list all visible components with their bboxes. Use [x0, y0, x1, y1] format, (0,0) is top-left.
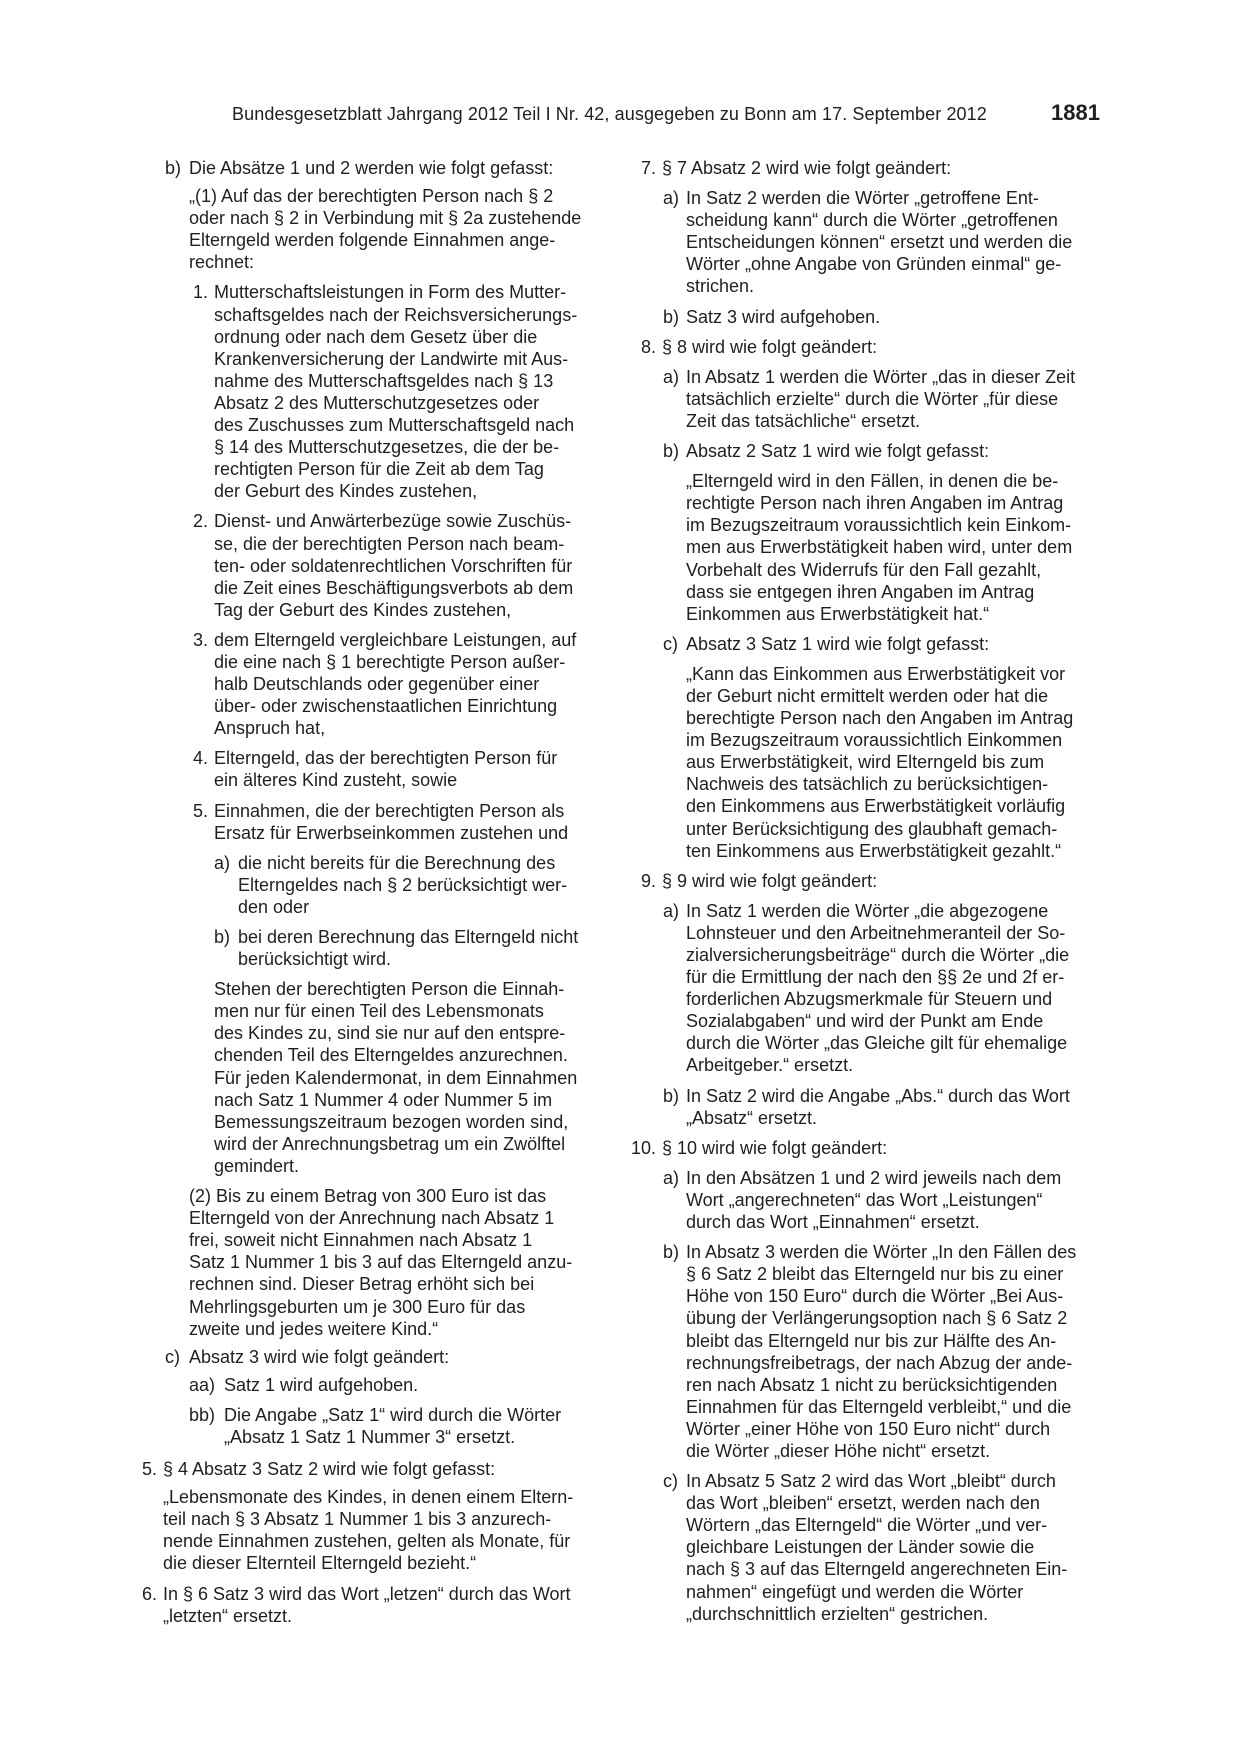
- item-label: a): [663, 900, 680, 921]
- item-text: bei deren Berechnung das Elterngeld nicht berücksichtigt wird.: [238, 927, 579, 970]
- item-text: Satz 3 wird aufgehoben.: [686, 306, 881, 327]
- numbered-item: [142, 800, 604, 844]
- numbered-item: [142, 510, 604, 620]
- amendment-item: [142, 157, 604, 179]
- item-text: (2) Bis zu einem Betrag von 300 Euro ist das Elterngeld von der Anrechnung nach Absatz 1 frei, soweit nicht Einnahmen nach Absatz 1 Satz 1 Nummer 1 bis 3 auf das Elterngeld anzu- rechnen sind. Dieser Betrag erhöht sich bei Mehrlingsgeburten um je 300 Euro für das zweite und jedes weitere Kind.“: [189, 1186, 573, 1339]
- item-text: „Elterngeld wird in den Fällen, in denen die be- rechtigte Person nach ihren Angaben im Antrag im Bezugszeitraum voraussichtlich kein Einkom- men aus Erwerbstätigkeit haben wird, unter dem Vorbehalt des Widerrufs für den Fall gezahlt, dass sie entgegen ihren Angaben im Antrag Einkommen aus Erwerbstätigkeit hat.“: [686, 471, 1073, 624]
- item-text: In Satz 1 werden die Wörter „die abgezogene Lohnsteuer und den Arbeitnehmeranteil der So- zialversicherungsbeiträge“ durch die Wörter „die für die Ermittlung der nach den §§ 2e und 2f er- forderlichen Abzugsmerkmale für Steuern und Sozialabgaben“ und wird der Punkt am Ende durch die Wörter „das Gleiche gilt für ehemalige Arbeitgeber.“ ersetzt.: [686, 900, 1070, 1076]
- sub-item: [142, 1404, 604, 1448]
- item-text: § 7 Absatz 2 wird wie folgt geändert:: [662, 158, 952, 178]
- paragraph: [142, 1185, 604, 1340]
- item-text: In Satz 2 werden die Wörter „getroffene Ent- scheidung kann“ durch die Wörter „getroffenen Entscheidungen können“ ersetzt und werden die Wörter „ohne Angabe von Gründen einmal“ ge- strichen.: [686, 188, 1073, 297]
- item-text: Satz 1 wird aufgehoben.: [224, 1374, 419, 1395]
- sub-item: [142, 926, 604, 970]
- sub-item: [638, 900, 1102, 1077]
- item-label: b): [663, 1085, 680, 1106]
- numbered-item: [142, 747, 604, 791]
- sub-item: [638, 306, 1102, 328]
- item-label: 2.: [193, 511, 209, 532]
- item-text: In Absatz 3 werden die Wörter „In den Fällen des § 6 Satz 2 bleibt das Elterngeld nur bis zu einer Höhe von 150 Euro“ durch die Wörter „Bei Aus- übung der Verlängerungsoption nach § 6 Satz 2 bleibt das Elterngeld nur bis zur Hälfte des An- rechnungsfreibetrags, der nach Abzug der ande- ren nach Absatz 1 nicht zu berücksichtigenden Einnahmen für das Elterngeld verbleibt,“ und die Wörter „einer Höhe von 150 Euro nicht“ durch die Wörter „dieser Höhe nicht“ ersetzt.: [686, 1242, 1077, 1461]
- item-label: b): [663, 441, 680, 462]
- item-label: bb): [189, 1404, 216, 1425]
- numbered-item: [142, 629, 604, 739]
- item-label: 10.: [631, 1137, 657, 1158]
- item-text: Einnahmen, die der berechtigten Person als Ersatz für Erwerbseinkommen zustehen und: [214, 800, 569, 843]
- item-text: § 10 wird wie folgt geändert:: [662, 1137, 888, 1158]
- item-text: In Satz 2 wird die Angabe „Abs.“ durch das Wort „Absatz“ ersetzt.: [686, 1085, 1070, 1128]
- item-text: Absatz 2 Satz 1 wird wie folgt gefasst:: [686, 441, 990, 462]
- item-text: Elterngeld, das der berechtigten Person für ein älteres Kind zusteht, sowie: [214, 748, 558, 791]
- sub-item: [638, 440, 1102, 462]
- item-text: Dienst- und Anwärterbezüge sowie Zuschüs- se, die der berechtigten Person nach beam- ten- oder soldatenrechtlichen Vorschriften für die Zeit eines Beschäftigungsverbots ab dem Tag der Geburt des Kindes zustehen,: [214, 511, 574, 620]
- sub-item: [638, 1085, 1102, 1129]
- item-text: „(1) Auf das der berechtigten Person nach § 2 oder nach § 2 in Verbindung mit § 2a zustehende Elterngeld werden folgende Einnahmen ange- rechnet:: [189, 186, 582, 273]
- item-text: Absatz 3 Satz 1 wird wie folgt gefasst:: [686, 633, 990, 654]
- item-label: 1.: [193, 282, 209, 303]
- numbered-item: [142, 281, 604, 502]
- item-label: a): [663, 366, 680, 387]
- item-label: a): [214, 852, 231, 873]
- quoted-text: [142, 185, 604, 273]
- item-label: aa): [189, 1374, 216, 1395]
- item-text: „Kann das Einkommen aus Erwerbstätigkeit vor der Geburt nicht ermittelt werden oder hat die berechtigte Person nach den Angaben im Antrag im Bezugszeitraum voraussichtlich Einkommen aus Erwerbstätigkeit, wird Elterngeld bis zum Nachweis des tatsächlich zu berücksichtigen- den Einkommens aus Erwerbstätigkeit vorläufig unter Berücksichtigung des glaubhaft gemach- ten Einkommens aus Erwerbstätigkeit gezahlt.“: [686, 663, 1074, 861]
- numbered-item: [638, 336, 1102, 358]
- sub-item: [638, 1241, 1102, 1462]
- item-text: „Lebensmonate des Kindes, in denen einem Eltern- teil nach § 3 Absatz 1 Nummer 1 bis 3 anzurech- nende Einnahmen zustehen, gelten als Monate, für die dieser Elternteil Elterngeld bezieht.“: [163, 1487, 574, 1574]
- item-label: 3.: [193, 629, 209, 650]
- numbered-item: [142, 1458, 604, 1480]
- item-label: 4.: [193, 748, 209, 769]
- item-text: In den Absätzen 1 und 2 wird jeweils nach dem Wort „angerechneten“ das Wort „Leistungen“ durch das Wort „Einnahmen“ ersetzt.: [686, 1167, 1062, 1233]
- sub-item: [638, 1470, 1102, 1625]
- item-label: 5.: [142, 1459, 158, 1480]
- item-label: c): [663, 633, 678, 654]
- item-text: Stehen der berechtigten Person die Einnah- men nur für einen Teil des Lebensmonats des Kindes zu, sind sie nur auf den entspre- chenden Teil des Elterngeldes anzurechnen. Für jeden Kalendermonat, in dem Einnahmen nach Satz 1 Nummer 4 oder Nummer 5 im Bemessungszeitraum bezogen worden sind, wird der Anrechnungsbetrag um ein Zwölftel gemindert.: [214, 979, 578, 1176]
- item-label: c): [663, 1471, 678, 1492]
- sub-item: [142, 1374, 604, 1396]
- sub-item: [638, 187, 1102, 297]
- item-label: b): [214, 927, 231, 947]
- item-label: b): [165, 158, 182, 178]
- item-label: c): [165, 1346, 180, 1367]
- item-text: § 8 wird wie folgt geändert:: [662, 336, 878, 357]
- item-text: In Absatz 5 Satz 2 wird das Wort „bleibt“ durch das Wort „bleiben“ ersetzt, werden nach den Wörtern „das Elterngeld“ die Wörter „und ver- gleichbare Leistungen der Länder sowie die nach § 3 auf das Elterngeld angerechneten Ein- nahmen“ eingefügt und werden die Wörter „durchschnittlich erzielten“ gestrichen.: [686, 1471, 1068, 1624]
- sub-item: [638, 1167, 1102, 1233]
- page-number: 1881: [1051, 100, 1100, 125]
- quoted-text: [638, 470, 1102, 625]
- item-label: 8.: [641, 336, 657, 357]
- left-column: [142, 157, 604, 1635]
- item-text: § 9 wird wie folgt geändert:: [662, 870, 878, 891]
- item-label: 5.: [193, 800, 209, 821]
- sub-item: [142, 852, 604, 918]
- page-header: [0, 100, 1241, 130]
- paragraph: [142, 978, 604, 1177]
- item-label: b): [663, 306, 680, 327]
- sub-item: [638, 633, 1102, 655]
- amendment-item: [142, 1346, 604, 1368]
- item-text: In § 6 Satz 3 wird das Wort „letzen“ durch das Wort „letzten“ ersetzt.: [163, 1583, 571, 1626]
- item-text: § 4 Absatz 3 Satz 2 wird wie folgt gefasst:: [163, 1459, 496, 1480]
- item-label: 9.: [641, 870, 657, 891]
- quoted-text: [142, 1486, 604, 1574]
- numbered-item: [638, 157, 1102, 179]
- quoted-text: [638, 663, 1102, 862]
- item-label: b): [663, 1242, 680, 1263]
- item-label: a): [663, 188, 680, 209]
- item-text: die nicht bereits für die Berechnung des Elterngeldes nach § 2 berücksichtigt wer- den oder: [238, 852, 568, 917]
- running-title: Bundesgesetzblatt Jahrgang 2012 Teil I Nr. 42, ausgegeben zu Bonn am 17. September 2012: [232, 104, 987, 124]
- item-label: 7.: [641, 158, 657, 178]
- item-text: In Absatz 1 werden die Wörter „das in dieser Zeit tatsächlich erzielte“ durch die Wörter „für diese Zeit das tatsächliche“ ersetzt.: [686, 366, 1076, 431]
- numbered-item: [638, 870, 1102, 892]
- right-column: [631, 157, 1102, 1633]
- item-text: Die Angabe „Satz 1“ wird durch die Wörter „Absatz 1 Satz 1 Nummer 3“ ersetzt.: [224, 1404, 562, 1447]
- item-text: dem Elterngeld vergleichbare Leistungen, auf die eine nach § 1 berechtigte Person außer- halb Deutschlands oder gegenüber einer über- oder zwischenstaatlichen Einrichtung Anspruch hat,: [214, 629, 577, 739]
- item-label: a): [663, 1167, 680, 1188]
- item-text: Absatz 3 wird wie folgt geändert:: [189, 1346, 450, 1367]
- numbered-item: [142, 1583, 604, 1627]
- item-label: 6.: [142, 1583, 158, 1604]
- numbered-item: [631, 1137, 1102, 1159]
- sub-item: [638, 366, 1102, 432]
- item-text: Mutterschaftsleistungen in Form des Mutter- schaftsgeldes nach der Reichsversicherungs- ordnung oder nach dem Gesetz über die Krankenversicherung der Landwirte mit Aus- nahme des Mutterschaftsgeldes nach § 13 Absatz 2 des Mutterschutzgesetzes oder des Zuschusses zum Mutterschaftsgeld nach § 14 des Mutterschutzgesetzes, die der be- rechtigten Person für die Zeit ab dem Tag der Geburt des Kindes zustehen,: [214, 282, 578, 502]
- item-text: Die Absätze 1 und 2 werden wie folgt gefasst:: [189, 158, 554, 178]
